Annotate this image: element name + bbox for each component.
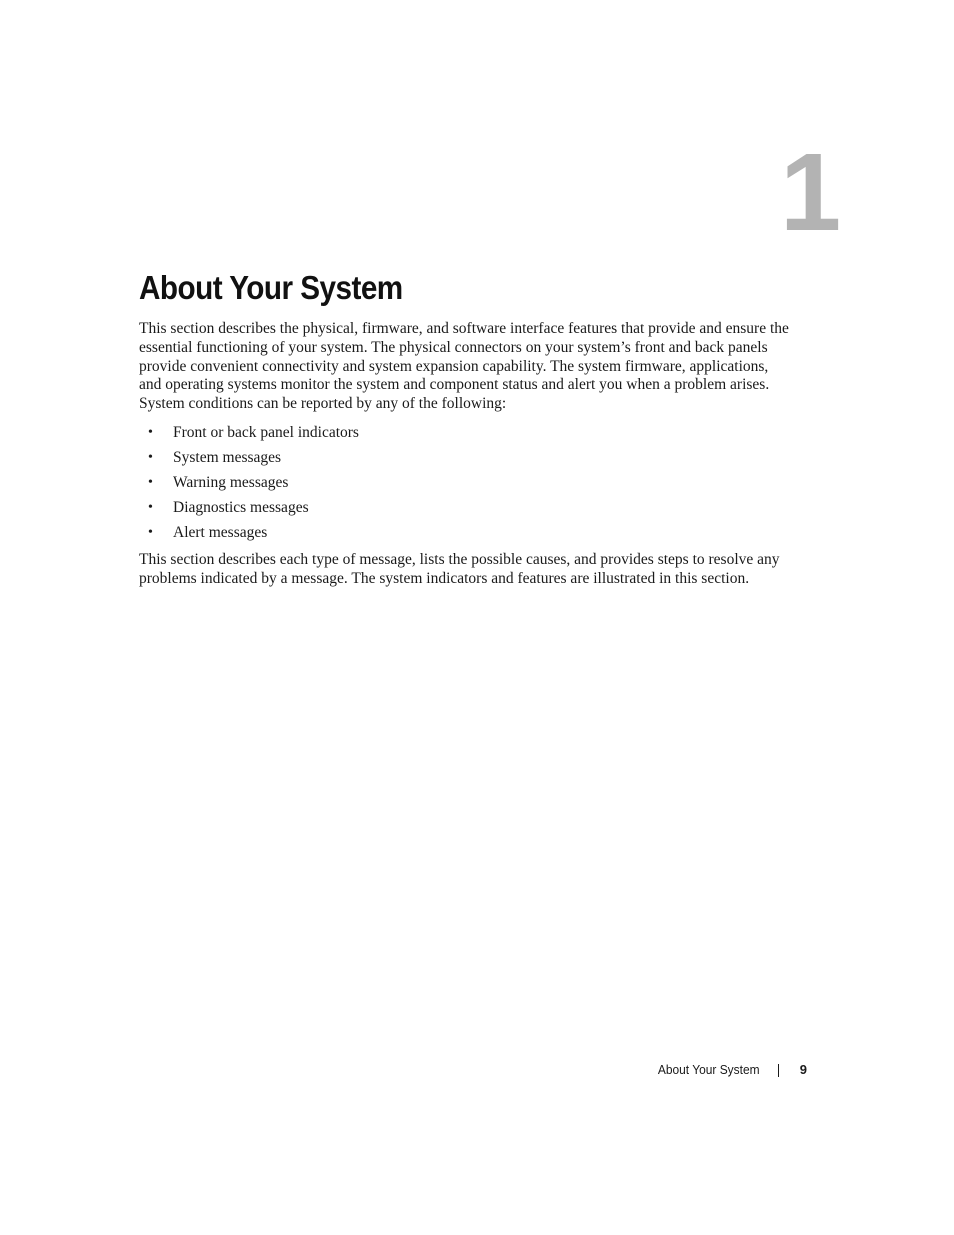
list-item-text: Alert messages <box>173 523 268 541</box>
chapter-title: About Your System <box>139 269 403 306</box>
list-item <box>139 520 789 545</box>
footer-title: About Your System <box>658 1062 760 1077</box>
bullet-icon: • <box>148 424 153 440</box>
list-item <box>139 420 789 445</box>
list-item-text: Warning messages <box>173 473 289 491</box>
indicator-list <box>139 420 789 545</box>
list-item-text: System messages <box>173 448 282 466</box>
page-footer <box>600 1061 807 1081</box>
closing-paragraph: This section describes each type of message, lists the possible causes, and provides steps to resolve any problems indicated by a message. The system indicators and features are illustrated in this section. <box>139 550 780 587</box>
footer-divider <box>778 1064 779 1077</box>
list-item-text: Diagnostics messages <box>173 498 309 516</box>
list-item <box>139 470 789 495</box>
chapter-number: 1 <box>780 131 838 254</box>
intro-paragraph: This section describes the physical, firmware, and software interface features that provide and ensure the essential functioning of your system. The physical connectors on your system’s front and back panels provide convenient connectivity and system expansion capability. The system firmware, applications, and operating systems monitor the system and component status and alert you when a problem arises. System conditions can be reported by any of the following: <box>139 320 789 413</box>
chapter-body <box>139 320 789 589</box>
bullet-icon: • <box>148 474 153 490</box>
bullet-icon: • <box>148 499 153 515</box>
page-number: 9 <box>799 1062 807 1077</box>
list-item-text: Front or back panel indicators <box>173 423 359 441</box>
list-item <box>139 495 789 520</box>
bullet-icon: • <box>148 524 153 540</box>
bullet-icon: • <box>148 449 153 465</box>
list-item <box>139 445 789 470</box>
